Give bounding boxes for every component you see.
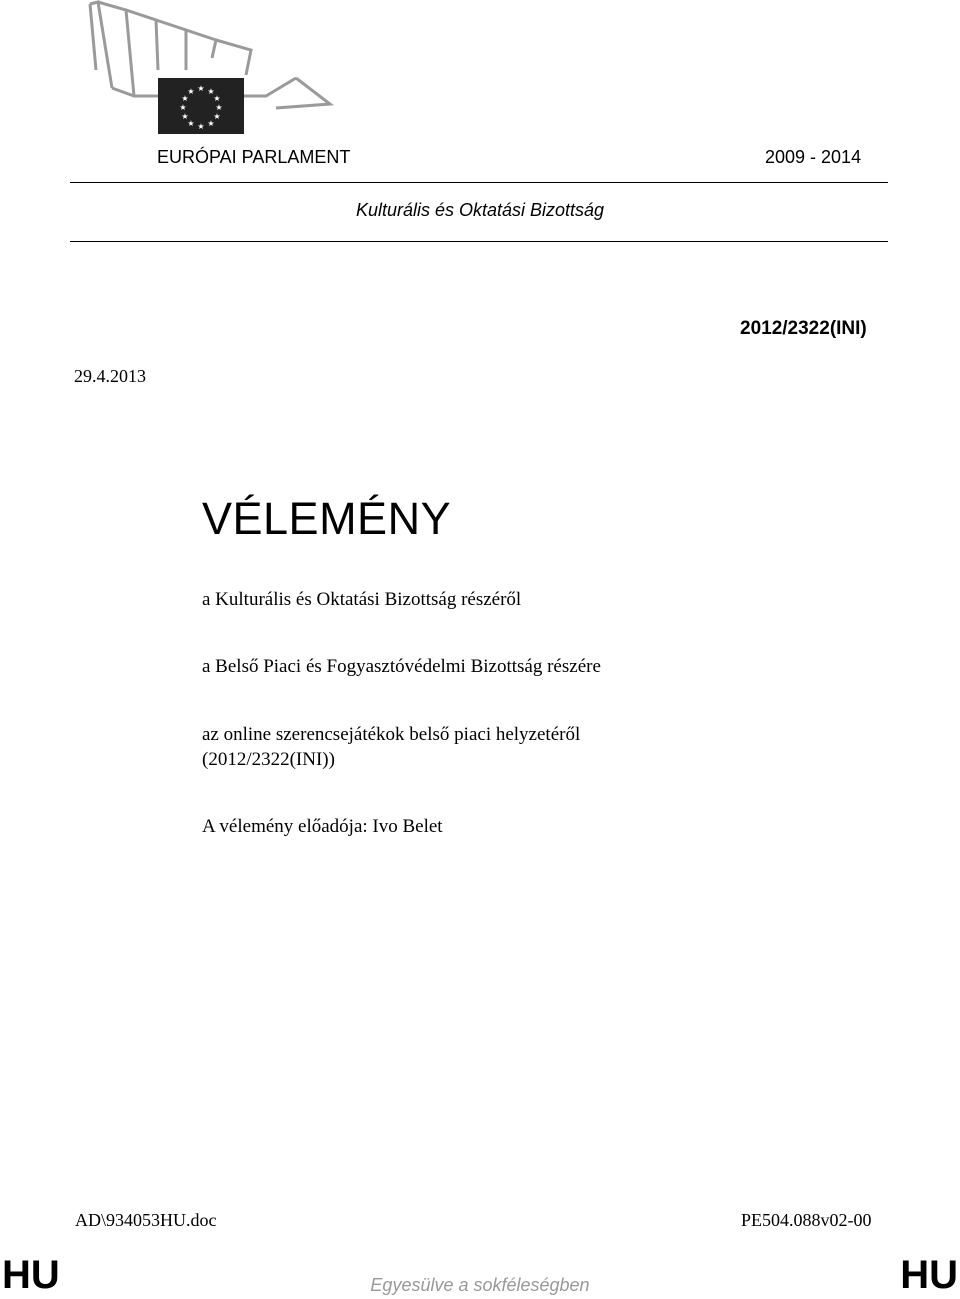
subject-procedure-line: (2012/2322(INI)) — [202, 749, 335, 770]
svg-text:★: ★ — [207, 119, 215, 128]
svg-text:★: ★ — [181, 94, 189, 103]
committee-divider — [70, 241, 888, 242]
rapporteur-line: A vélemény előadója: Ivo Belet — [202, 816, 443, 837]
document-date: 29.4.2013 — [74, 366, 146, 386]
committee-name: Kulturális és Oktatási Bizottság — [355, 200, 605, 220]
european-parliament-logo-icon — [86, 0, 336, 140]
svg-text:★: ★ — [197, 84, 205, 93]
subject-line: az online szerencsejátékok belső piaci helyzetéről — [202, 724, 581, 745]
language-code-left: HU — [2, 1253, 60, 1297]
svg-text:★: ★ — [213, 112, 221, 121]
svg-text:★: ★ — [179, 103, 187, 112]
svg-text:★: ★ — [213, 94, 221, 103]
svg-text:★: ★ — [187, 87, 195, 96]
language-code-right: HU — [900, 1253, 958, 1297]
parliamentary-term: 2009 - 2014 — [765, 147, 862, 167]
svg-text:★: ★ — [181, 112, 189, 121]
procedure-number: 2012/2322(INI) — [740, 318, 867, 339]
footer-file-name: AD\934053HU.doc — [75, 1210, 217, 1230]
eu-motto: Egyesülve a sokféleségben — [370, 1275, 590, 1295]
institution-name: EURÓPAI PARLAMENT — [157, 147, 351, 167]
from-committee-line: a Kulturális és Oktatási Bizottság részéről — [202, 589, 522, 610]
svg-text:★: ★ — [197, 122, 205, 131]
svg-text:★: ★ — [207, 87, 215, 96]
svg-text:★: ★ — [187, 119, 195, 128]
header-divider — [70, 182, 888, 183]
document-title: VÉLEMÉNY — [202, 493, 452, 544]
to-committee-line: a Belső Piaci és Fogyasztóvédelmi Bizottság részére — [202, 656, 601, 677]
footer-reference: PE504.088v02-00 — [741, 1210, 872, 1230]
svg-text:★: ★ — [215, 103, 223, 112]
